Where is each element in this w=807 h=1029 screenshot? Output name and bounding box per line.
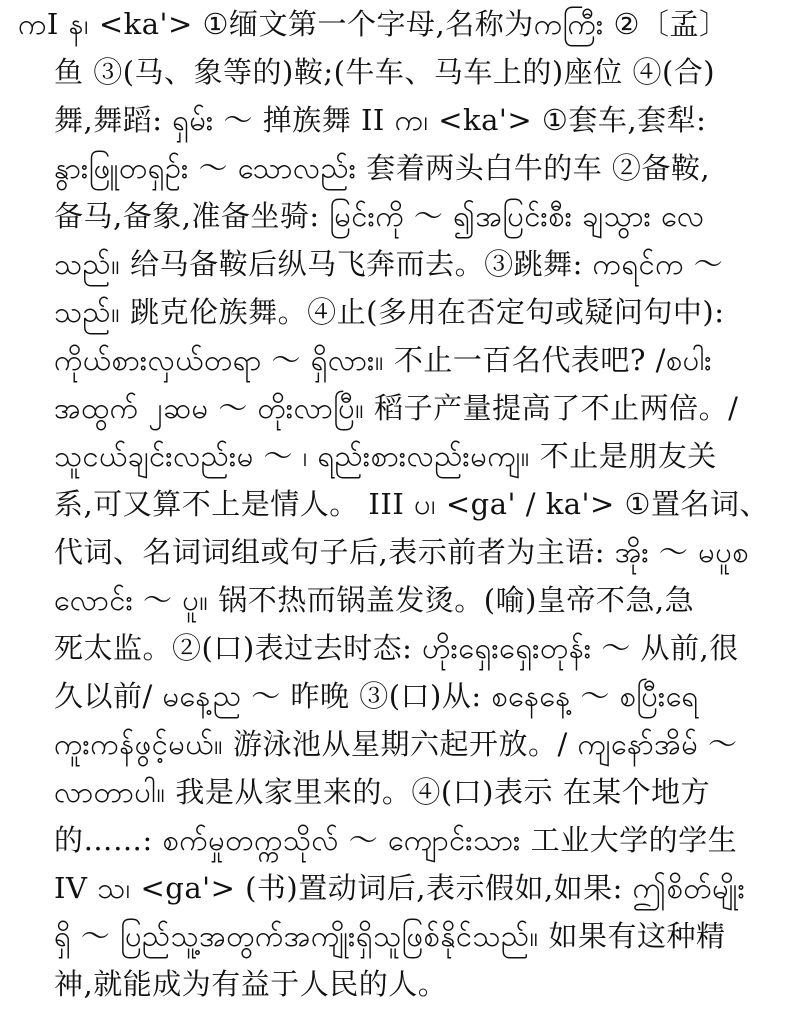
entry-line: 代词、名词词组或句子后,表示前者为主语: အိုး ～ မပူစ	[54, 535, 750, 569]
entry-line: 舞,舞蹈: ရှမ်း ～ 掸族舞 II က၊ <ka'> ①套车,套犁:	[54, 103, 707, 137]
entry-line: ကI န၊ <ka'> ①缅文第一个字母,名称为ကကြီး ②〔孟〕	[18, 7, 729, 41]
entry-line: 鱼 ③(马、象等的)鞍;(牛车、马车上的)座位 ④(合)	[54, 55, 716, 89]
entry-line: နွားဖြူတရှဉ်း ～ သောလည်း 套着两头白牛的车 ②备鞍,	[54, 151, 711, 185]
entry-line: ကူးကန်ဖွင့်မယ်။ 游泳池从星期六起开放。/ ကျနော်အိမ် ～	[54, 727, 738, 761]
entry-line: လောင်း ～ ပူ။ 锅不热而锅盖发烫。(喻)皇帝不急,急	[54, 583, 695, 617]
entry-line: 久以前/ မနေ့ည ～ 昨晚 ③(口)从: စနေနေ့ ～ စပြီးရေ	[54, 679, 699, 713]
entry-line: 神,就能成为有益于人民的人。	[54, 967, 448, 1001]
entry-line: ကိုယ်စားလှယ်တရာ ～ ရှိလား။ 不止一百名代表吧? /စပါး	[54, 343, 713, 377]
entry-line: ရှိ ～ ပြည်သူ့အတွက်အကျိုးရှိသူဖြစ်နိုင်သည်။ 如果有这种精	[54, 919, 726, 953]
entry-line: 备马,备象,准备坐骑: မြင်းကို ～ ၍အပြင်းစီး ချသွား လေ	[54, 199, 705, 233]
entry-line: အထွက် ၂ဆမ ～ တိုးလာပြီ။ 稻子产量提高了不止两倍。/	[54, 391, 739, 425]
entry-line: 的……: စက်မှုတက္ကသိုလ် ～ ကျောင်းသား 工业大学的学生	[54, 823, 738, 857]
entry-line: 死太监。②(口)表过去时态: ဟိုးရှေးရှေးတုန်း ～ 从前,很	[54, 631, 739, 665]
entry-line: သည်။ 给马备鞍后纵马飞奔而去。③跳舞: ကရင်က ～	[54, 247, 724, 281]
entry-line: သူငယ်ချင်းလည်းမ ～ ၊ ရည်းစားလည်းမကျ။ 不止是朋友关	[54, 439, 717, 473]
entry-line: IV သ၊ <ga'> (书)置动词后,表示假如,如果: ဤစိတ်မျိုး	[54, 871, 746, 905]
entry-line: 系,可又算不上是情人。 III ပ၊ <ga' / ka'> ①置名词、	[54, 487, 770, 521]
entry-line: သည်။ 跳克伦族舞。④止(多用在否定句或疑问句中):	[54, 295, 725, 329]
entry-line: လာတာပါ။ 我是从家里来的。④(口)表示 在某个地方	[54, 775, 711, 809]
